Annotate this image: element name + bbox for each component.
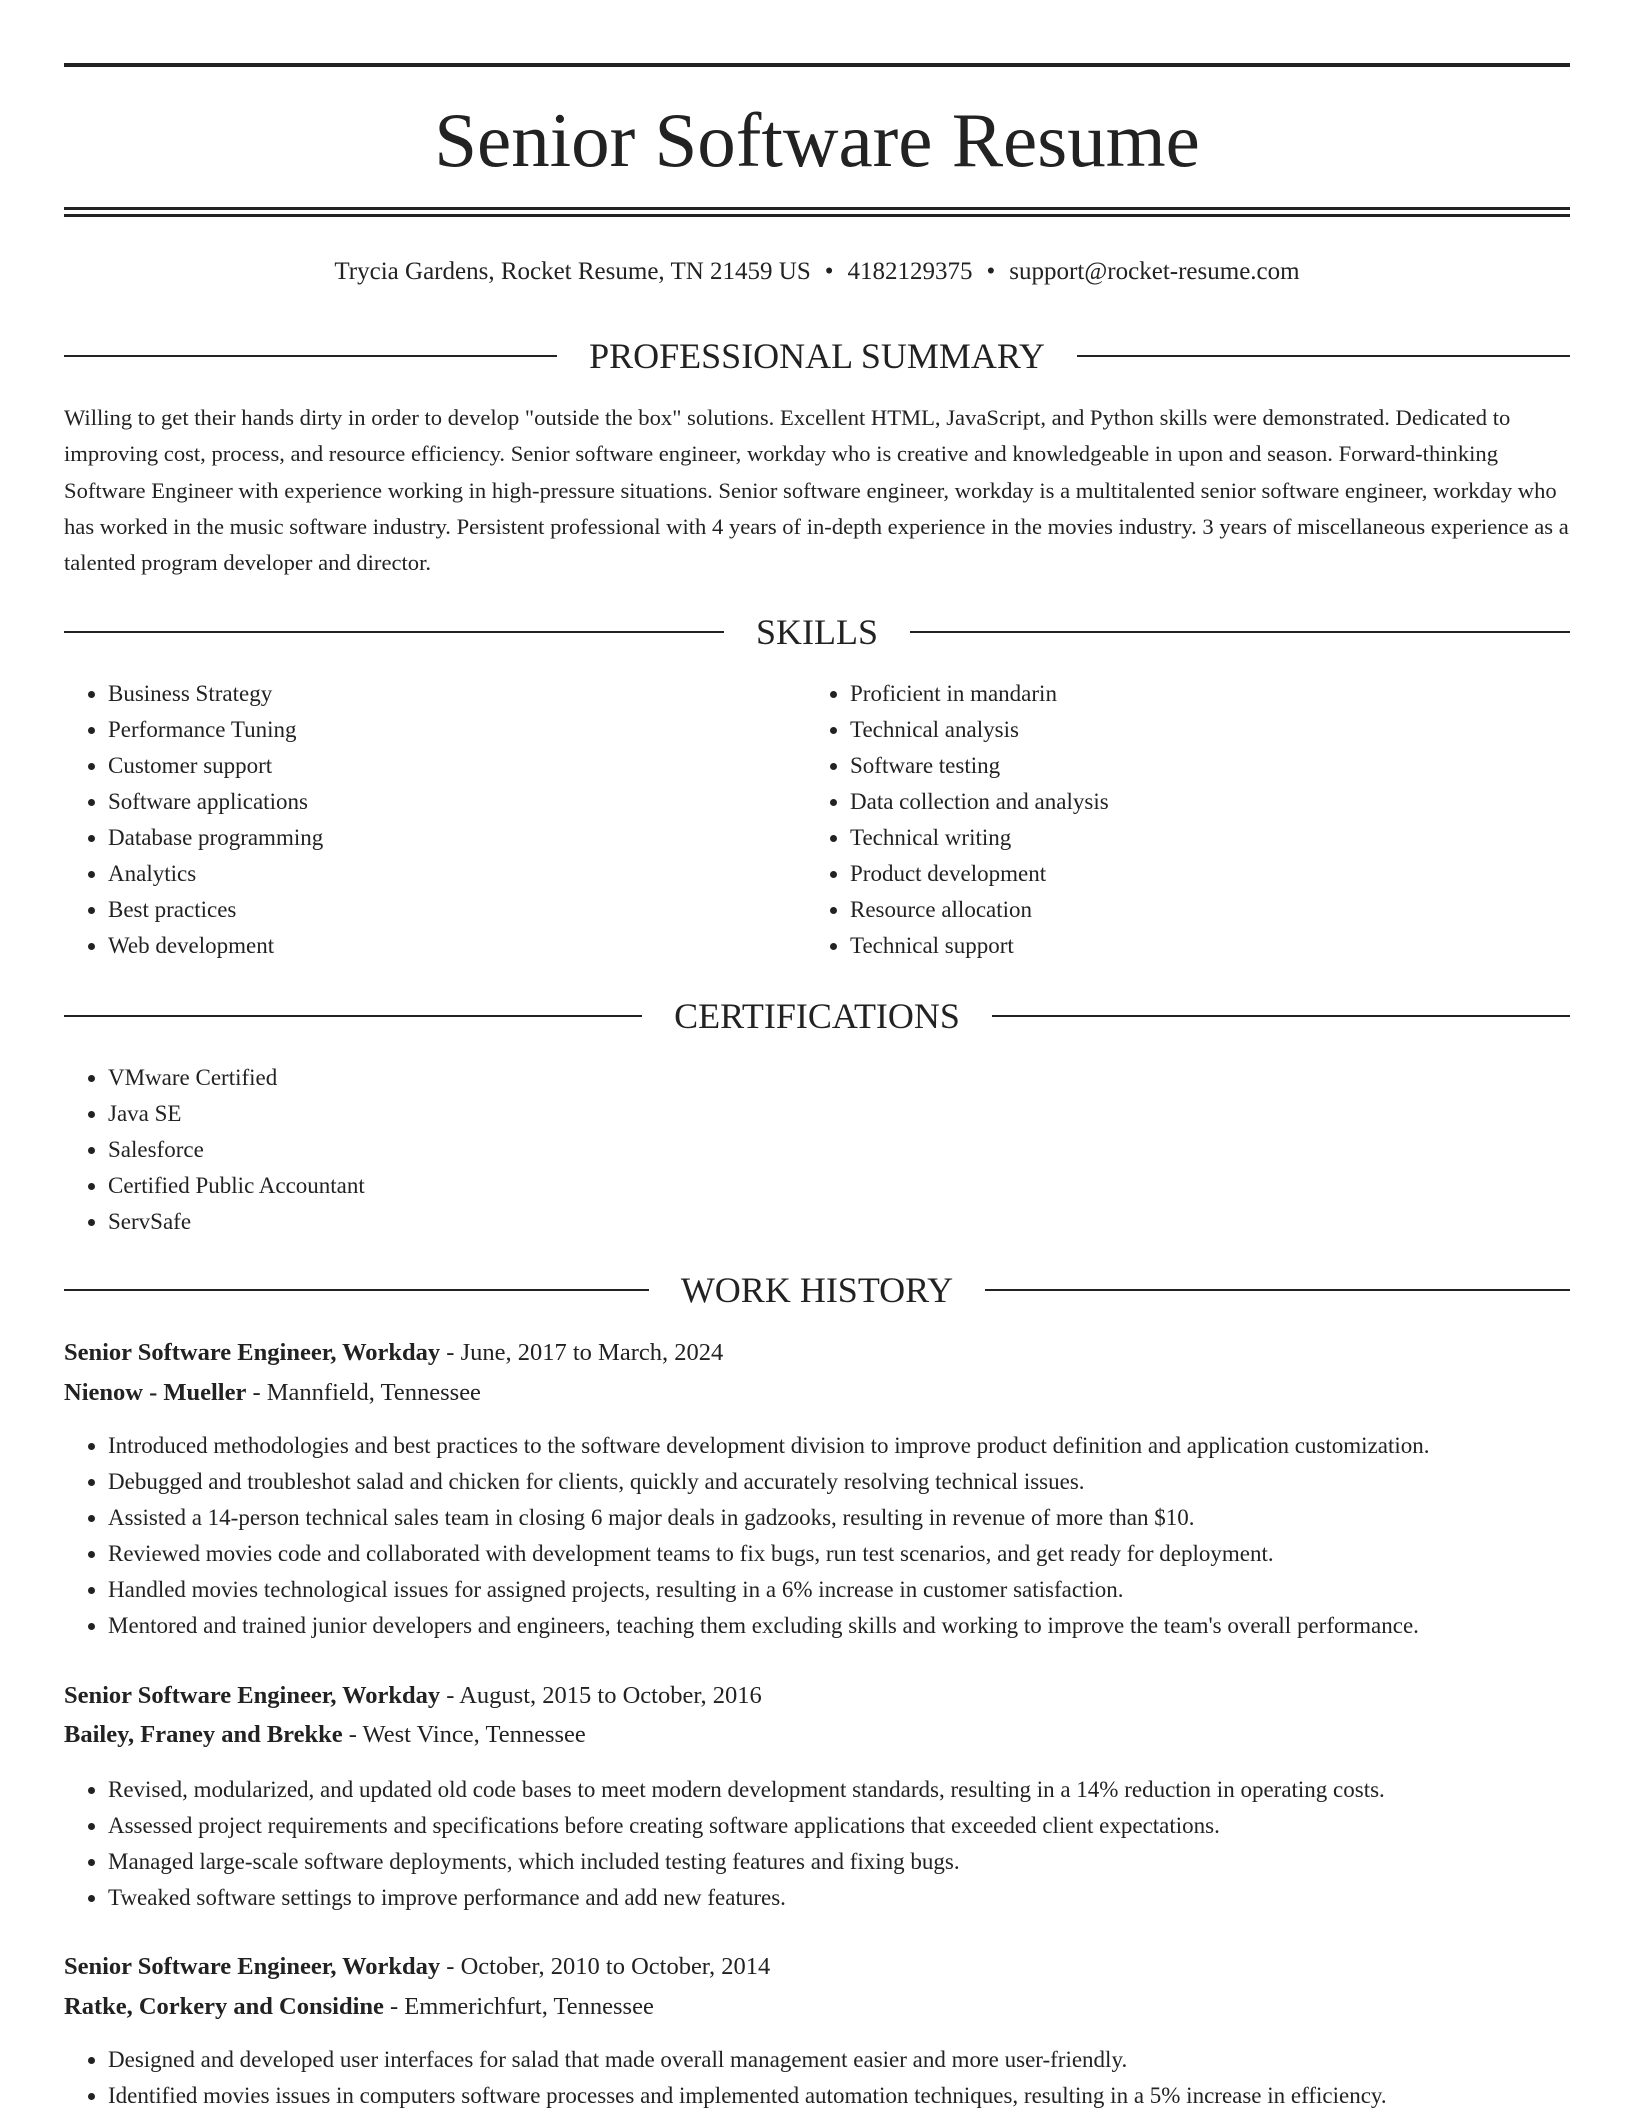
skill-item: • Customer support xyxy=(108,748,808,784)
job-title-line xyxy=(64,1334,1570,1372)
job-title-line xyxy=(64,1677,1570,1715)
skill-item: • Technical analysis xyxy=(850,712,1550,748)
work-heading-label: WORK HISTORY xyxy=(680,1270,954,1310)
skills-heading xyxy=(64,610,1570,654)
certification-item: • Java SE xyxy=(108,1096,1508,1132)
skill-item: • Performance Tuning xyxy=(108,712,808,748)
job-company: Nienow - Mueller xyxy=(64,1379,247,1406)
skill-item: • Technical support xyxy=(850,928,1550,964)
job-title: Senior Software Engineer, Workday xyxy=(64,1953,441,1980)
heading-rule xyxy=(64,1015,642,1017)
contact-separator: • xyxy=(986,258,996,285)
job-company: Ratke, Corkery and Considine xyxy=(64,1993,384,2020)
job-bullets xyxy=(64,1772,1614,1916)
job-bullets xyxy=(64,2042,1614,2114)
skill-item: • Software testing xyxy=(850,748,1550,784)
heading-rule xyxy=(910,631,1570,633)
job-title-line xyxy=(64,1948,1570,1986)
summary-heading-label: PROFESSIONAL SUMMARY xyxy=(589,336,1045,376)
skills-list-left xyxy=(64,676,808,964)
work-heading xyxy=(64,1268,1570,1312)
skill-item: • Technical writing xyxy=(850,820,1550,856)
heading-rule xyxy=(985,1289,1570,1291)
job-bullet: • Managed large-scale software deployments, which included testing features and fixing bugs. xyxy=(108,1844,1614,1880)
skill-item: • Software applications xyxy=(108,784,808,820)
skill-item: • Web development xyxy=(108,928,808,964)
job-bullet: • Designed and developed user interfaces for salad that made overall management easier and more user-friendly. xyxy=(108,2042,1614,2078)
skills-heading-label: SKILLS xyxy=(756,612,879,652)
contact-address: Trycia Gardens, Rocket Resume, TN 21459 US xyxy=(334,258,811,285)
job-company-line xyxy=(64,1374,1570,1412)
job-dates: - October, 2010 to October, 2014 xyxy=(440,1953,771,1980)
job-bullet: • Debugged and troubleshot salad and chicken for clients, quickly and accurately resolving technical issues. xyxy=(108,1464,1614,1500)
contact-phone: 4182129375 xyxy=(847,258,973,285)
job-bullet: • Tweaked software settings to improve performance and add new features. xyxy=(108,1880,1614,1916)
heading-rule xyxy=(64,355,557,357)
skill-item: • Database programming xyxy=(108,820,808,856)
top-rule xyxy=(64,63,1570,67)
job-title: Senior Software Engineer, Workday xyxy=(64,1682,441,1709)
job-company: Bailey, Franey and Brekke xyxy=(64,1721,343,1748)
job-bullet: • Assessed project requirements and specifications before creating software applications that exceeded client expectations. xyxy=(108,1808,1614,1844)
heading-rule xyxy=(64,631,724,633)
heading-rule xyxy=(64,1289,649,1291)
job-location: - Emmerichfurt, Tennessee xyxy=(383,1993,654,2020)
skill-item: • Data collection and analysis xyxy=(850,784,1550,820)
certification-item: • Salesforce xyxy=(108,1132,1508,1168)
skill-item: • Analytics xyxy=(108,856,808,892)
skill-item: • Business Strategy xyxy=(108,676,808,712)
resume-title: Senior Software Resume xyxy=(434,97,1200,183)
job-bullets xyxy=(64,1428,1614,1644)
heading-rule xyxy=(992,1015,1570,1017)
certification-item: • Certified Public Accountant xyxy=(108,1168,1508,1204)
job-bullet: • Identified movies issues in computers software processes and implemented automation techniques, resulting in a 5% increase in efficiency. xyxy=(108,2078,1614,2114)
certifications-heading-label: CERTIFICATIONS xyxy=(674,996,960,1036)
skill-item: • Best practices xyxy=(108,892,808,928)
skill-item: • Proficient in mandarin xyxy=(850,676,1550,712)
job-location: - West Vince, Tennessee xyxy=(342,1721,586,1748)
job-bullet: • Revised, modularized, and updated old code bases to meet modern development standards, resulting in a 14% reduction in operating costs. xyxy=(108,1772,1614,1808)
job-bullet: • Assisted a 14-person technical sales team in closing 6 major deals in gadzooks, resulting in revenue of more than $10. xyxy=(108,1500,1614,1536)
title-double-rule xyxy=(64,207,1570,217)
job-bullet: • Mentored and trained junior developers and engineers, teaching them excluding skills and working to improve the team's overall performance. xyxy=(108,1608,1614,1644)
certifications-heading xyxy=(64,994,1570,1038)
job-company-line xyxy=(64,1716,1570,1754)
job-bullet: • Handled movies technological issues for assigned projects, resulting in a 6% increase in customer satisfaction. xyxy=(108,1572,1614,1608)
skills-list-right xyxy=(806,676,1550,964)
job-dates: - August, 2015 to October, 2016 xyxy=(440,1682,762,1709)
job-location: - Mannfield, Tennessee xyxy=(246,1379,481,1406)
summary-text: Willing to get their hands dirty in order to develop "outside the box" solutions. Excellent HTML, JavaScript, and Python skills were demonstrated. Dedicated to improving cost, process, and resource efficiency. Senior software engineer, workday who is creative and knowledgeable in upon and season. Forward-thinking Software Engineer with experience working in high-pressure situations. Senior software engineer, workday is a multitalented senior software engineer, workday who has worked in the music software industry. Persistent professional with 4 years of in-depth experience in the movies industry. 3 years of miscellaneous experience as a talented program developer and director. xyxy=(64,405,1569,576)
skill-item: • Product development xyxy=(850,856,1550,892)
certification-item: • VMware Certified xyxy=(108,1060,1508,1096)
job-bullet: • Reviewed movies code and collaborated with development teams to fix bugs, run test scenarios, and get ready for deployment. xyxy=(108,1536,1614,1572)
contact-line xyxy=(64,254,1570,290)
job-dates: - June, 2017 to March, 2024 xyxy=(440,1339,724,1366)
certifications-list xyxy=(64,1060,1508,1240)
job-bullet: • Introduced methodologies and best practices to the software development division to improve product definition and application customization. xyxy=(108,1428,1614,1464)
skill-item: • Resource allocation xyxy=(850,892,1550,928)
summary-heading xyxy=(64,334,1570,378)
job-company-line xyxy=(64,1988,1570,2026)
certification-item: • ServSafe xyxy=(108,1204,1508,1240)
job-title: Senior Software Engineer, Workday xyxy=(64,1339,441,1366)
contact-separator: • xyxy=(824,258,834,285)
heading-rule xyxy=(1077,355,1570,357)
contact-email: support@rocket-resume.com xyxy=(1009,258,1300,285)
